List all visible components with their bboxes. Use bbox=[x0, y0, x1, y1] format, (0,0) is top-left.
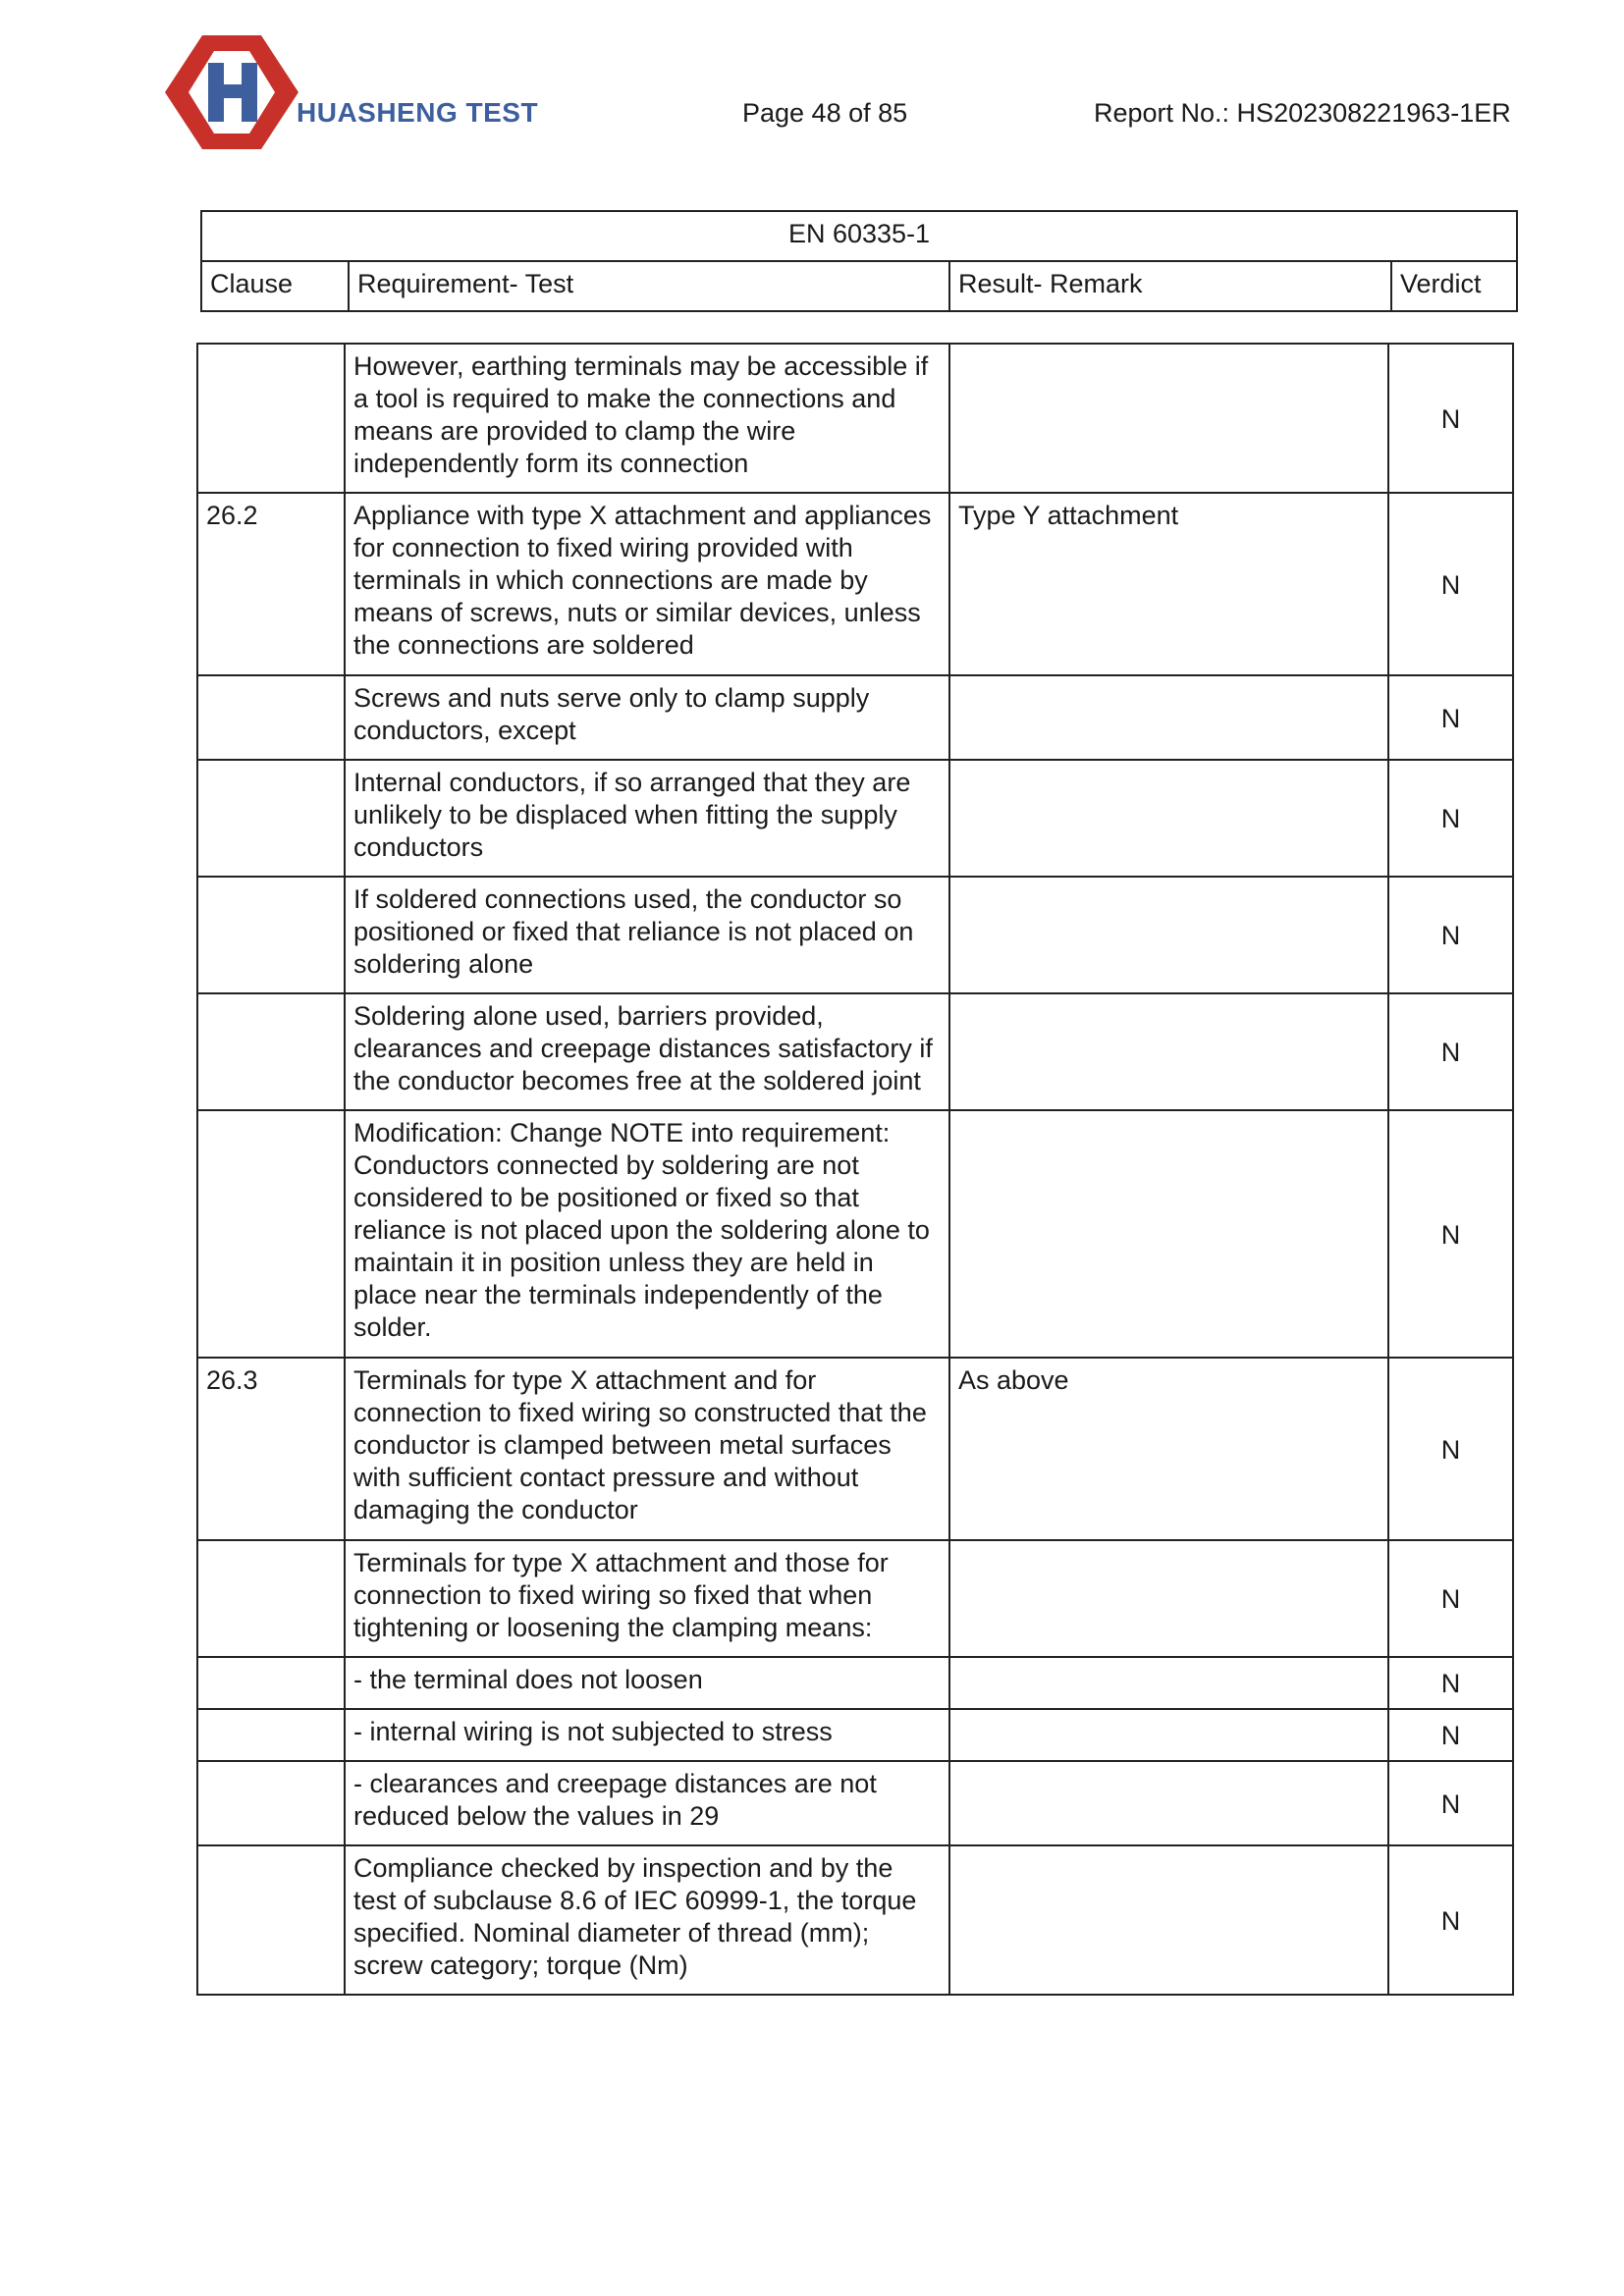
requirement-cell: Appliance with type X attachment and appliances for connection to fixed wiring provided with terminals in which connections are made by means of screws, nuts or similar devices, unless the connections are soldered bbox=[345, 493, 949, 675]
table-row bbox=[197, 1845, 1513, 1995]
huasheng-logo-icon bbox=[165, 33, 298, 151]
requirement-cell: However, earthing terminals may be accessible if a tool is required to make the connections and means are provided to clamp the wire independently form its connection bbox=[345, 344, 949, 493]
remark-cell bbox=[949, 877, 1388, 993]
remark-cell bbox=[949, 1709, 1388, 1761]
clause-cell bbox=[197, 1657, 345, 1709]
verdict-cell: N bbox=[1388, 1540, 1513, 1657]
requirement-cell: Internal conductors, if so arranged that they are unlikely to be displaced when fitting the supply conductors bbox=[345, 760, 949, 877]
remark-cell bbox=[949, 1657, 1388, 1709]
remark-cell bbox=[949, 1845, 1388, 1995]
column-header-clause: Clause bbox=[201, 261, 349, 311]
requirement-cell: If soldered connections used, the conductor so positioned or fixed that reliance is not placed on soldering alone bbox=[345, 877, 949, 993]
standard-header-table bbox=[200, 210, 1518, 312]
clause-cell bbox=[197, 877, 345, 993]
requirement-cell: - clearances and creepage distances are not reduced below the values in 29 bbox=[345, 1761, 949, 1845]
requirement-cell: Soldering alone used, barriers provided, clearances and creepage distances satisfactory if the conductor becomes free at the soldered joint bbox=[345, 993, 949, 1110]
verdict-cell: N bbox=[1388, 760, 1513, 877]
remark-cell: As above bbox=[949, 1358, 1388, 1540]
requirement-cell: Screws and nuts serve only to clamp supply conductors, except bbox=[345, 675, 949, 760]
requirement-cell: - internal wiring is not subjected to stress bbox=[345, 1709, 949, 1761]
table-row bbox=[197, 493, 1513, 675]
verdict-cell: N bbox=[1388, 993, 1513, 1110]
table-row bbox=[197, 1540, 1513, 1657]
table-row bbox=[197, 1110, 1513, 1358]
clause-cell bbox=[197, 1761, 345, 1845]
clause-cell bbox=[197, 1709, 345, 1761]
requirement-cell: - the terminal does not loosen bbox=[345, 1657, 949, 1709]
column-header-verdict: Verdict bbox=[1391, 261, 1517, 311]
requirement-cell: Terminals for type X attachment and for connection to fixed wiring so constructed that the conductor is clamped between metal surfaces with sufficient contact pressure and without damaging the conductor bbox=[345, 1358, 949, 1540]
standard-title: EN 60335-1 bbox=[201, 211, 1517, 261]
verdict-cell: N bbox=[1388, 1845, 1513, 1995]
verdict-cell: N bbox=[1388, 1761, 1513, 1845]
page-header bbox=[0, 0, 1624, 177]
table-row bbox=[197, 1358, 1513, 1540]
remark-cell bbox=[949, 760, 1388, 877]
remark-cell bbox=[949, 675, 1388, 760]
clause-cell: 26.3 bbox=[197, 1358, 345, 1540]
verdict-cell: N bbox=[1388, 1110, 1513, 1358]
requirement-cell: Modification: Change NOTE into requirement: Conductors connected by soldering are not considered to be positioned or fixed so that reliance is not placed upon the soldering alone to maintain it in position unless they are held in place near the terminals independently of the solder. bbox=[345, 1110, 949, 1358]
page-number: Page 48 of 85 bbox=[742, 98, 908, 128]
remark-cell bbox=[949, 1540, 1388, 1657]
table-row bbox=[197, 760, 1513, 877]
clause-cell: 26.2 bbox=[197, 493, 345, 675]
verdict-cell: N bbox=[1388, 344, 1513, 493]
remark-cell bbox=[949, 993, 1388, 1110]
remark-cell bbox=[949, 1110, 1388, 1358]
column-header-requirement: Requirement- Test bbox=[349, 261, 949, 311]
remark-cell bbox=[949, 344, 1388, 493]
requirement-cell: Terminals for type X attachment and those for connection to fixed wiring so fixed that when tightening or loosening the clamping means: bbox=[345, 1540, 949, 1657]
clause-cell bbox=[197, 993, 345, 1110]
table-row bbox=[197, 1709, 1513, 1761]
table-row bbox=[197, 1761, 1513, 1845]
table-row bbox=[197, 675, 1513, 760]
clause-cell bbox=[197, 675, 345, 760]
verdict-cell: N bbox=[1388, 493, 1513, 675]
table-row bbox=[197, 344, 1513, 493]
clause-cell bbox=[197, 1110, 345, 1358]
table-row bbox=[197, 993, 1513, 1110]
report-number: Report No.: HS202308221963-1ER bbox=[1094, 98, 1511, 128]
verdict-cell: N bbox=[1388, 1709, 1513, 1761]
column-header-remark: Result- Remark bbox=[949, 261, 1391, 311]
verdict-cell: N bbox=[1388, 1657, 1513, 1709]
table-row bbox=[197, 1657, 1513, 1709]
verdict-cell: N bbox=[1388, 1358, 1513, 1540]
verdict-cell: N bbox=[1388, 877, 1513, 993]
clause-cell bbox=[197, 760, 345, 877]
remark-cell: Type Y attachment bbox=[949, 493, 1388, 675]
clause-cell bbox=[197, 1540, 345, 1657]
requirement-cell: Compliance checked by inspection and by the test of subclause 8.6 of IEC 60999-1, the torque specified. Nominal diameter of thread (mm); screw category; torque (Nm) bbox=[345, 1845, 949, 1995]
requirements-table bbox=[196, 343, 1514, 1996]
table-row bbox=[197, 877, 1513, 993]
remark-cell bbox=[949, 1761, 1388, 1845]
brand-name: HUASHENG TEST bbox=[297, 97, 539, 128]
clause-cell bbox=[197, 1845, 345, 1995]
clause-cell bbox=[197, 344, 345, 493]
verdict-cell: N bbox=[1388, 675, 1513, 760]
